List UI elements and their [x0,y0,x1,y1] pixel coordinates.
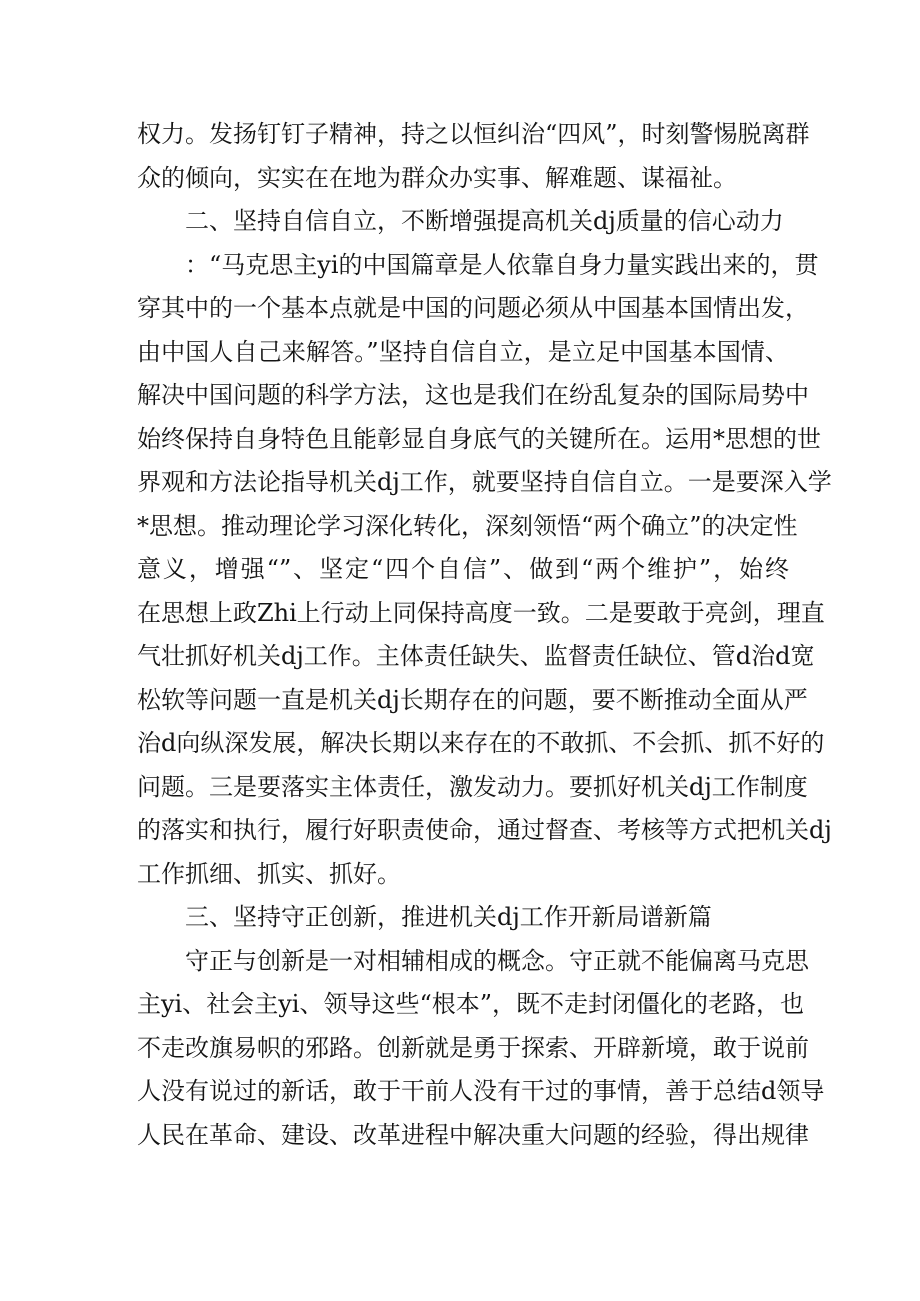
text-line: 意义，增强“”、坚定“四个自信”、做到“两个维护”，始终 [137,555,789,583]
text-line: 工作抓细、抓实、抓好。 [137,859,401,888]
text-line: 解决中国问题的科学方法，这也是我们在纷乱复杂的国际局势中 [137,381,809,409]
section-two-heading: 二、坚持自信自立，不断增强提高机关dj质量的信心动力 [185,207,784,235]
text-line: 不走改旗易帜的邪路。创新就是勇于探索、开辟新境，敢于说前 [137,1033,809,1062]
text-line: 人没有说过的新话，敢于干前人没有干过的事情，善于总结d领导 [137,1077,825,1105]
text-line: 在思想上政Zhi上行动上同保持高度一致。二是要敢于亮剑，理直 [137,598,825,627]
text-line: 的落实和执行，履行好职责使命，通过督查、考核等方式把机关dj [137,816,832,844]
section-three-heading: 三、坚持守正创新，推进机关dj工作开新局谱新篇 [185,903,712,931]
text-line: 权力。发扬钉钉子精神，持之以恒纠治“四风”，时刻警惕脱离群 [137,120,810,148]
text-line: 界观和方法论指导机关dj工作，就要坚持自信自立。一是要深入学 [137,468,832,496]
text-line: 众的倾向，实实在在地为群众办实事、解难题、谋福祉。 [137,163,737,192]
text-line: 主yi、社会主yi、领导这些“根本”，既不走封闭僵化的老路，也 [137,990,805,1018]
text-line: 始终保持自身特色且能彰显自身底气的关键所在。运用*思想的世 [137,424,821,453]
text-line: 治d向纵深发展，解决长期以来存在的不敢抓、不会抓、抓不好的 [137,729,825,757]
text-line: 问题。三是要落实主体责任，激发动力。要抓好机关dj工作制度 [137,772,808,801]
text-line: 由中国人自己来解答。”坚持自信自立，是立足中国基本国情、 [137,337,789,366]
text-line: 穿其中的一个基本点就是中国的问题必须从中国基本国情出发， [137,294,809,322]
text-line: 气壮抓好机关dj工作。主体责任缺失、监督责任缺位、管d治d宽 [137,642,815,670]
text-line: ：“马克思主yi的中国篇章是人依靠自身力量实践出来的，贯 [185,250,819,279]
text-line: 守正与创新是一对相辅相成的概念。守正就不能偏离马克思 [185,946,809,975]
section-two-paragraph [137,244,832,897]
text-line: 人民在革命、建设、改革进程中解决重大问题的经验，得出规律 [137,1120,809,1149]
text-line: *思想。推动理论学习深化转化，深刻领悟“两个确立”的决定性 [137,511,798,540]
text-line: 松软等问题一直是机关dj长期存在的问题，要不断推动全面从严 [137,685,808,714]
section-three-paragraph [137,940,825,1158]
intro-paragraph [137,113,810,200]
document-body [137,113,832,1157]
